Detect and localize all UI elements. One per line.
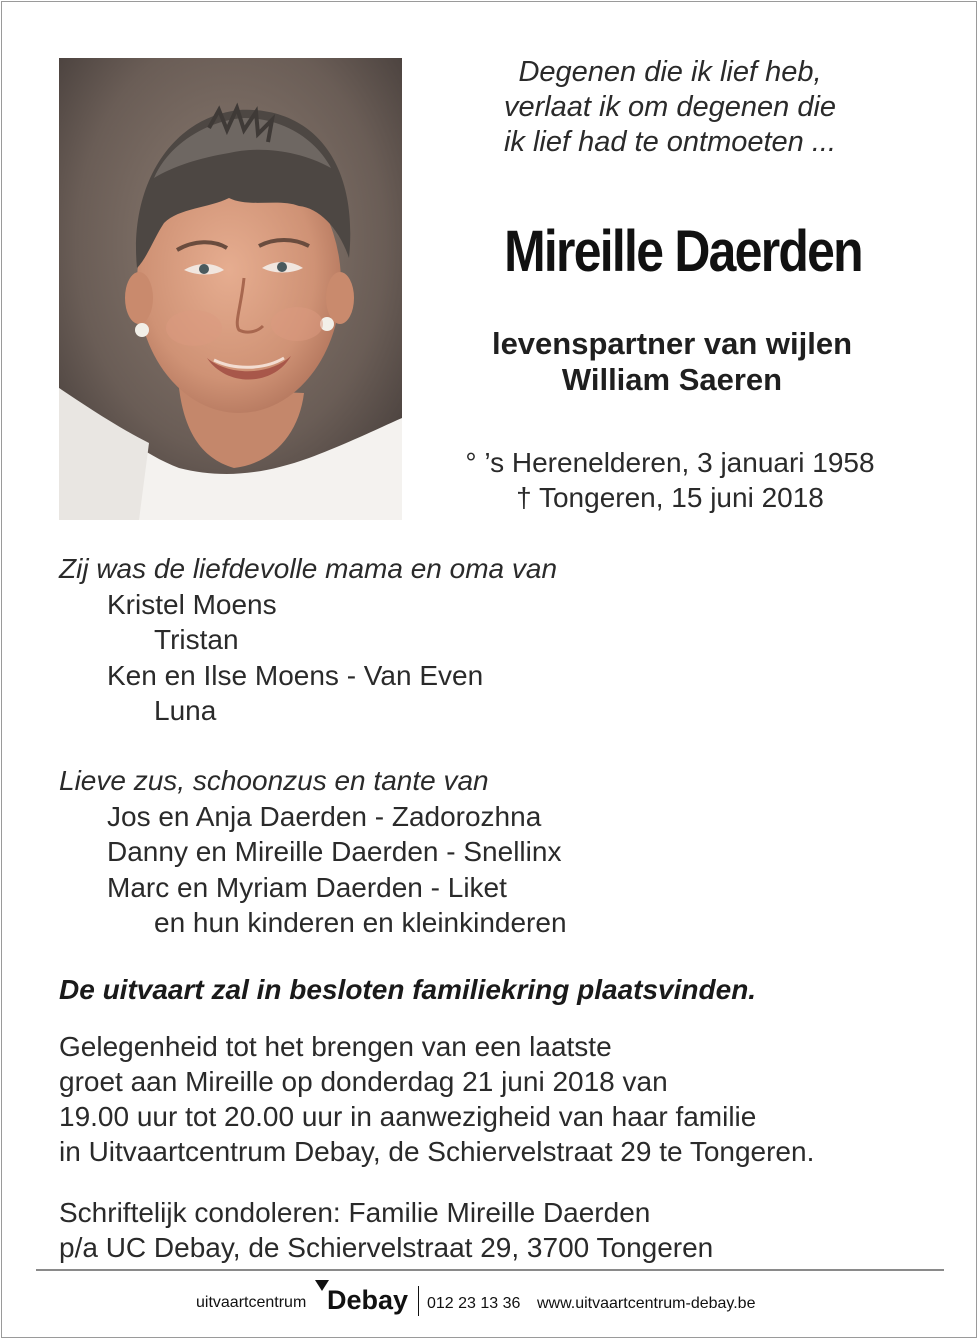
birth-date: ° ’s Herenelderen, 3 januari 1958 [465, 447, 875, 478]
portrait-photo [59, 58, 402, 520]
death-date: † Tongeren, 15 juni 2018 [516, 482, 824, 513]
funeral-notice: De uitvaart zal in besloten familiekring plaatsvinden. [59, 974, 757, 1005]
quote-line: ik lief had te ontmoeten ... [503, 126, 837, 158]
family-heading: Zij was de liefdevolle mama en oma van [59, 553, 558, 584]
condolence-line: Schriftelijk condoleren: Familie Mireille Daerden [59, 1197, 651, 1228]
family-member: Jos en Anja Daerden - Zadorozhna [107, 800, 542, 832]
partner-info [440, 326, 904, 398]
deceased-name: Mireille Daerden [504, 219, 862, 284]
family-member: Tristan [154, 624, 239, 655]
footer [0, 1280, 980, 1330]
quote-line: verlaat ik om degenen die [503, 91, 837, 123]
condolence-info [59, 1195, 713, 1265]
quote-line: Degenen die ik lief heb, [518, 56, 822, 88]
visitation-info [59, 1029, 814, 1169]
life-dates [430, 445, 910, 515]
visitation-line: 19.00 uur tot 20.00 uur in aanwezigheid van haar familie [59, 1101, 757, 1132]
visitation-line: groet aan Mireille op donderdag 21 juni 2018 van [59, 1066, 668, 1097]
condolence-line: p/a UC Debay, de Schiervelstraat 29, 3700 Tongeren [59, 1232, 714, 1263]
family-list-children [59, 551, 557, 729]
footer-website-link[interactable]: www.uitvaartcentrum-debay.be [537, 1295, 756, 1312]
footer-brand-name: Debay [327, 1285, 409, 1315]
family-member: Kristel Moens [107, 588, 277, 620]
family-member: Ken en Ilse Moens - Van Even [107, 659, 484, 691]
visitation-line: Gelegenheid tot het brengen van een laatste [59, 1031, 612, 1062]
family-member: Danny en Mireille Daerden - Snellinx [107, 836, 562, 867]
footer-phone: 012 23 13 36 [427, 1295, 521, 1312]
family-member: en hun kinderen en kleinkinderen [154, 907, 567, 938]
partner-line: levenspartner van wijlen [491, 326, 853, 361]
family-heading: Lieve zus, schoonzus en tante van [59, 765, 489, 796]
footer-separator [418, 1286, 419, 1316]
memorial-quote [440, 55, 900, 160]
visitation-line: in Uitvaartcentrum Debay, de Schiervelstraat 29 te Tongeren. [59, 1136, 815, 1167]
family-member: Marc en Myriam Daerden - Liket [107, 871, 507, 903]
footer-divider [36, 1269, 944, 1271]
family-member: Luna [154, 695, 217, 726]
partner-name: William Saeren [561, 362, 783, 397]
footer-brand: uitvaartcentrum [196, 1294, 307, 1311]
family-list-siblings [59, 763, 567, 941]
portrait-illustration [59, 58, 402, 520]
